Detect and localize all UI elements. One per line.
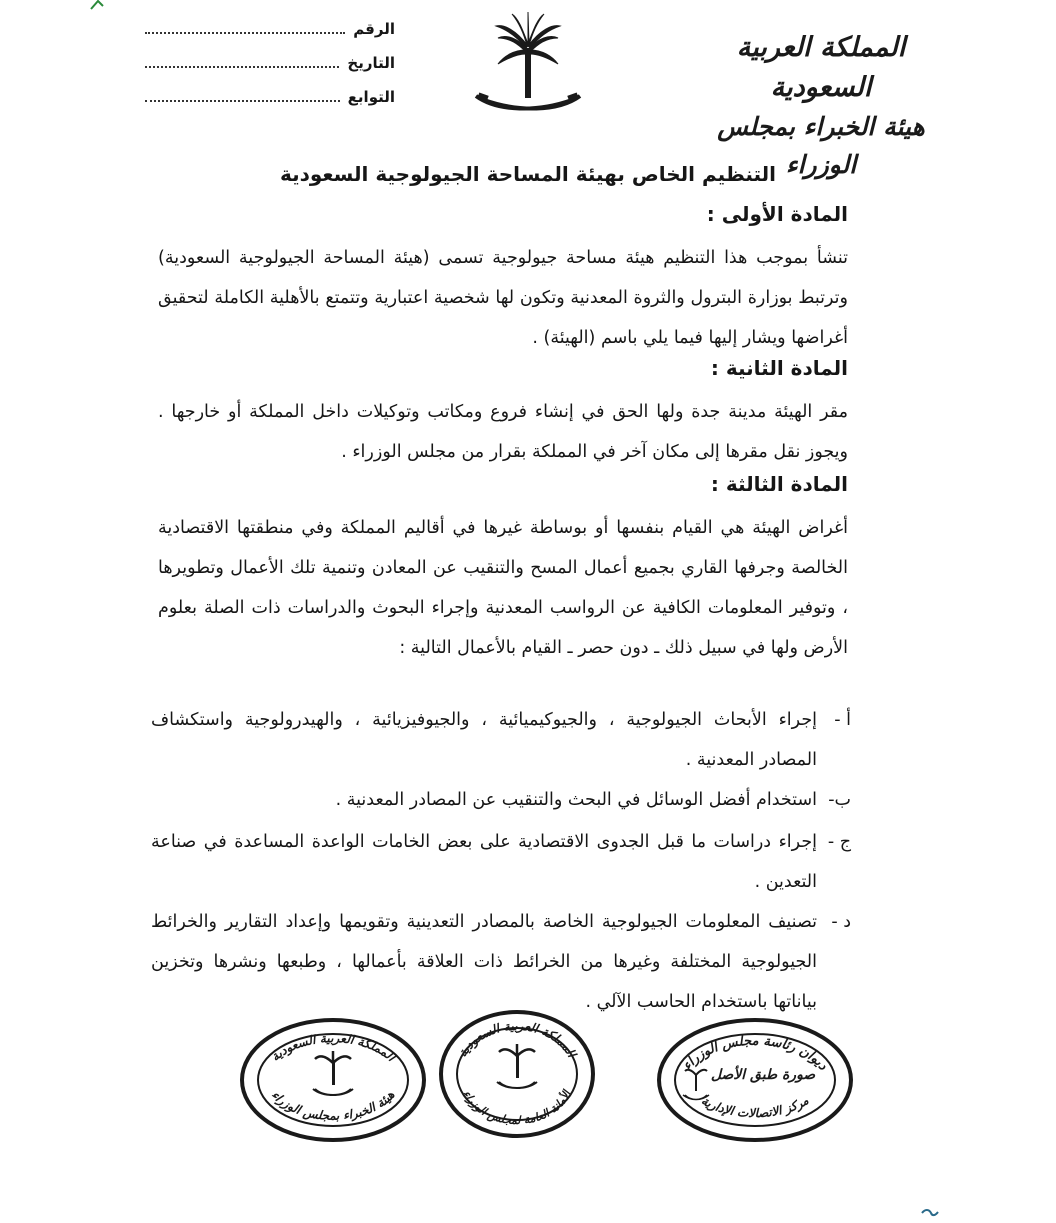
list-item (151, 822, 851, 902)
list-item-letter: ج - (827, 832, 851, 852)
emblem-icon (313, 1051, 353, 1095)
list-item-text: تصنيف المعلومات الجيولوجية الخاصة بالمصادر التعدينية وتقويمها وإعداد التقارير والخرائط الجيولوجية المختلفة وغيرها من الخرائط ذات العلاقة بأعمالها ، وطبعها ونشرها وتخزين بياناتها باستخدام الحاسب الآلي . (151, 912, 817, 1012)
diwan-seal-middle-text: صورة طبق الأصل (710, 1067, 816, 1083)
experts-authority-seal (238, 1015, 428, 1145)
reference-date-row (145, 54, 395, 88)
experts-seal-top-text: المملكة العربية السعودية (268, 1031, 398, 1064)
saudi-emblem-icon (468, 8, 588, 128)
diwan-seal-bottom-text: مركز الاتصالات الإدارية (698, 1093, 812, 1121)
general-secretariat-seal-top-text: المملكة العربية السعودية (455, 1018, 579, 1060)
reference-attachments-row (145, 88, 395, 122)
reference-fields (145, 20, 395, 122)
emblem-icon (683, 1070, 709, 1100)
emblem-icon (497, 1044, 537, 1088)
reference-number-line (145, 22, 345, 34)
article-3-paragraph: أغراض الهيئة هي القيام بنفسها أو بوساطة غيرها في أقاليم المملكة وفي منطقتها الاقتصادية الخالصة وجرفها القاري بجميع أعمال المسح والتنقيب عن المعادن وتنمية تلك الأعمال وتطويرها ، وتوفير المعلومات الكافية عن الرواسب المعدنية وإجراء البحوث والدراسات ذات الصلة بعلوم الأرض ولها في سبيل ذلك ـ دون حصر ـ القيام بالأعمال التالية : (158, 518, 848, 658)
list-item (151, 700, 851, 780)
list-item-letter: د - (831, 912, 851, 932)
article-1-heading: المادة الأولى : (706, 202, 848, 226)
experts-seal-bottom-text: هيئة الخبراء بمجلس الوزراء (268, 1088, 398, 1123)
letterhead-line-1: المملكة العربية السعودية (736, 32, 906, 103)
diwan-seal-top-text: ديوان رئاسة مجلس الوزراء (679, 1033, 831, 1074)
document-title: التنظيم الخاص بهيئة المساحة الجيولوجية السعودية (279, 162, 777, 186)
list-item-text: إجراء دراسات ما قبل الجدوى الاقتصادية على بعض الخامات الواعدة المساعدة في صناعة التعدين . (151, 832, 817, 892)
list-item-letter: ب- (828, 790, 851, 810)
article-3-heading: المادة الثالثة : (710, 472, 848, 496)
list-item-text: إجراء الأبحاث الجيولوجية ، والجيوكيميائية ، والجيوفيزيائية ، والهيدرولوجية واستكشاف المصادر المعدنية . (151, 710, 817, 770)
diwan-seal (655, 1015, 855, 1145)
reference-number-label: الرقم (353, 20, 395, 38)
reference-attachments-line (145, 90, 340, 102)
general-secretariat-seal (437, 1008, 597, 1140)
list-item (151, 780, 851, 820)
reference-date-line (145, 56, 339, 68)
letterhead-line-2: هيئة الخبراء بمجلس الوزراء (717, 112, 925, 179)
page-mark-icon (920, 1208, 940, 1218)
general-secretariat-seal-bottom-text: الأمانة العامة لمجلس الوزراء (460, 1088, 574, 1128)
reference-attachments-label: التوابع (347, 88, 395, 106)
list-item (151, 902, 851, 1022)
letterhead (716, 28, 926, 184)
reference-number-row (145, 20, 395, 54)
article-2-heading: المادة الثانية : (710, 356, 848, 380)
article-1-paragraph: تنشأ بموجب هذا التنظيم هيئة مساحة جيولوجية تسمى (هيئة المساحة الجيولوجية السعودية) وترتبط بوزارة البترول والثروة المعدنية وتكون لها شخصية اعتبارية وتتمتع بالأهلية الكاملة لتحقيق أغراضها ويشار إليها فيما يلي باسم (الهيئة) . (158, 248, 848, 348)
list-item-text: استخدام أفضل الوسائل في البحث والتنقيب عن المصادر المعدنية . (335, 790, 817, 810)
article-2-paragraph: مقر الهيئة مدينة جدة ولها الحق في إنشاء فروع ومكاتب وتوكيلات داخل المملكة أو خارجها . ويجوز نقل مقرها إلى مكان آخر في المملكة بقرار من مجلس الوزراء . (158, 402, 848, 462)
corner-mark-icon (90, 0, 104, 10)
reference-date-label: التاريخ (347, 54, 395, 72)
list-item-letter: أ - (834, 710, 851, 730)
